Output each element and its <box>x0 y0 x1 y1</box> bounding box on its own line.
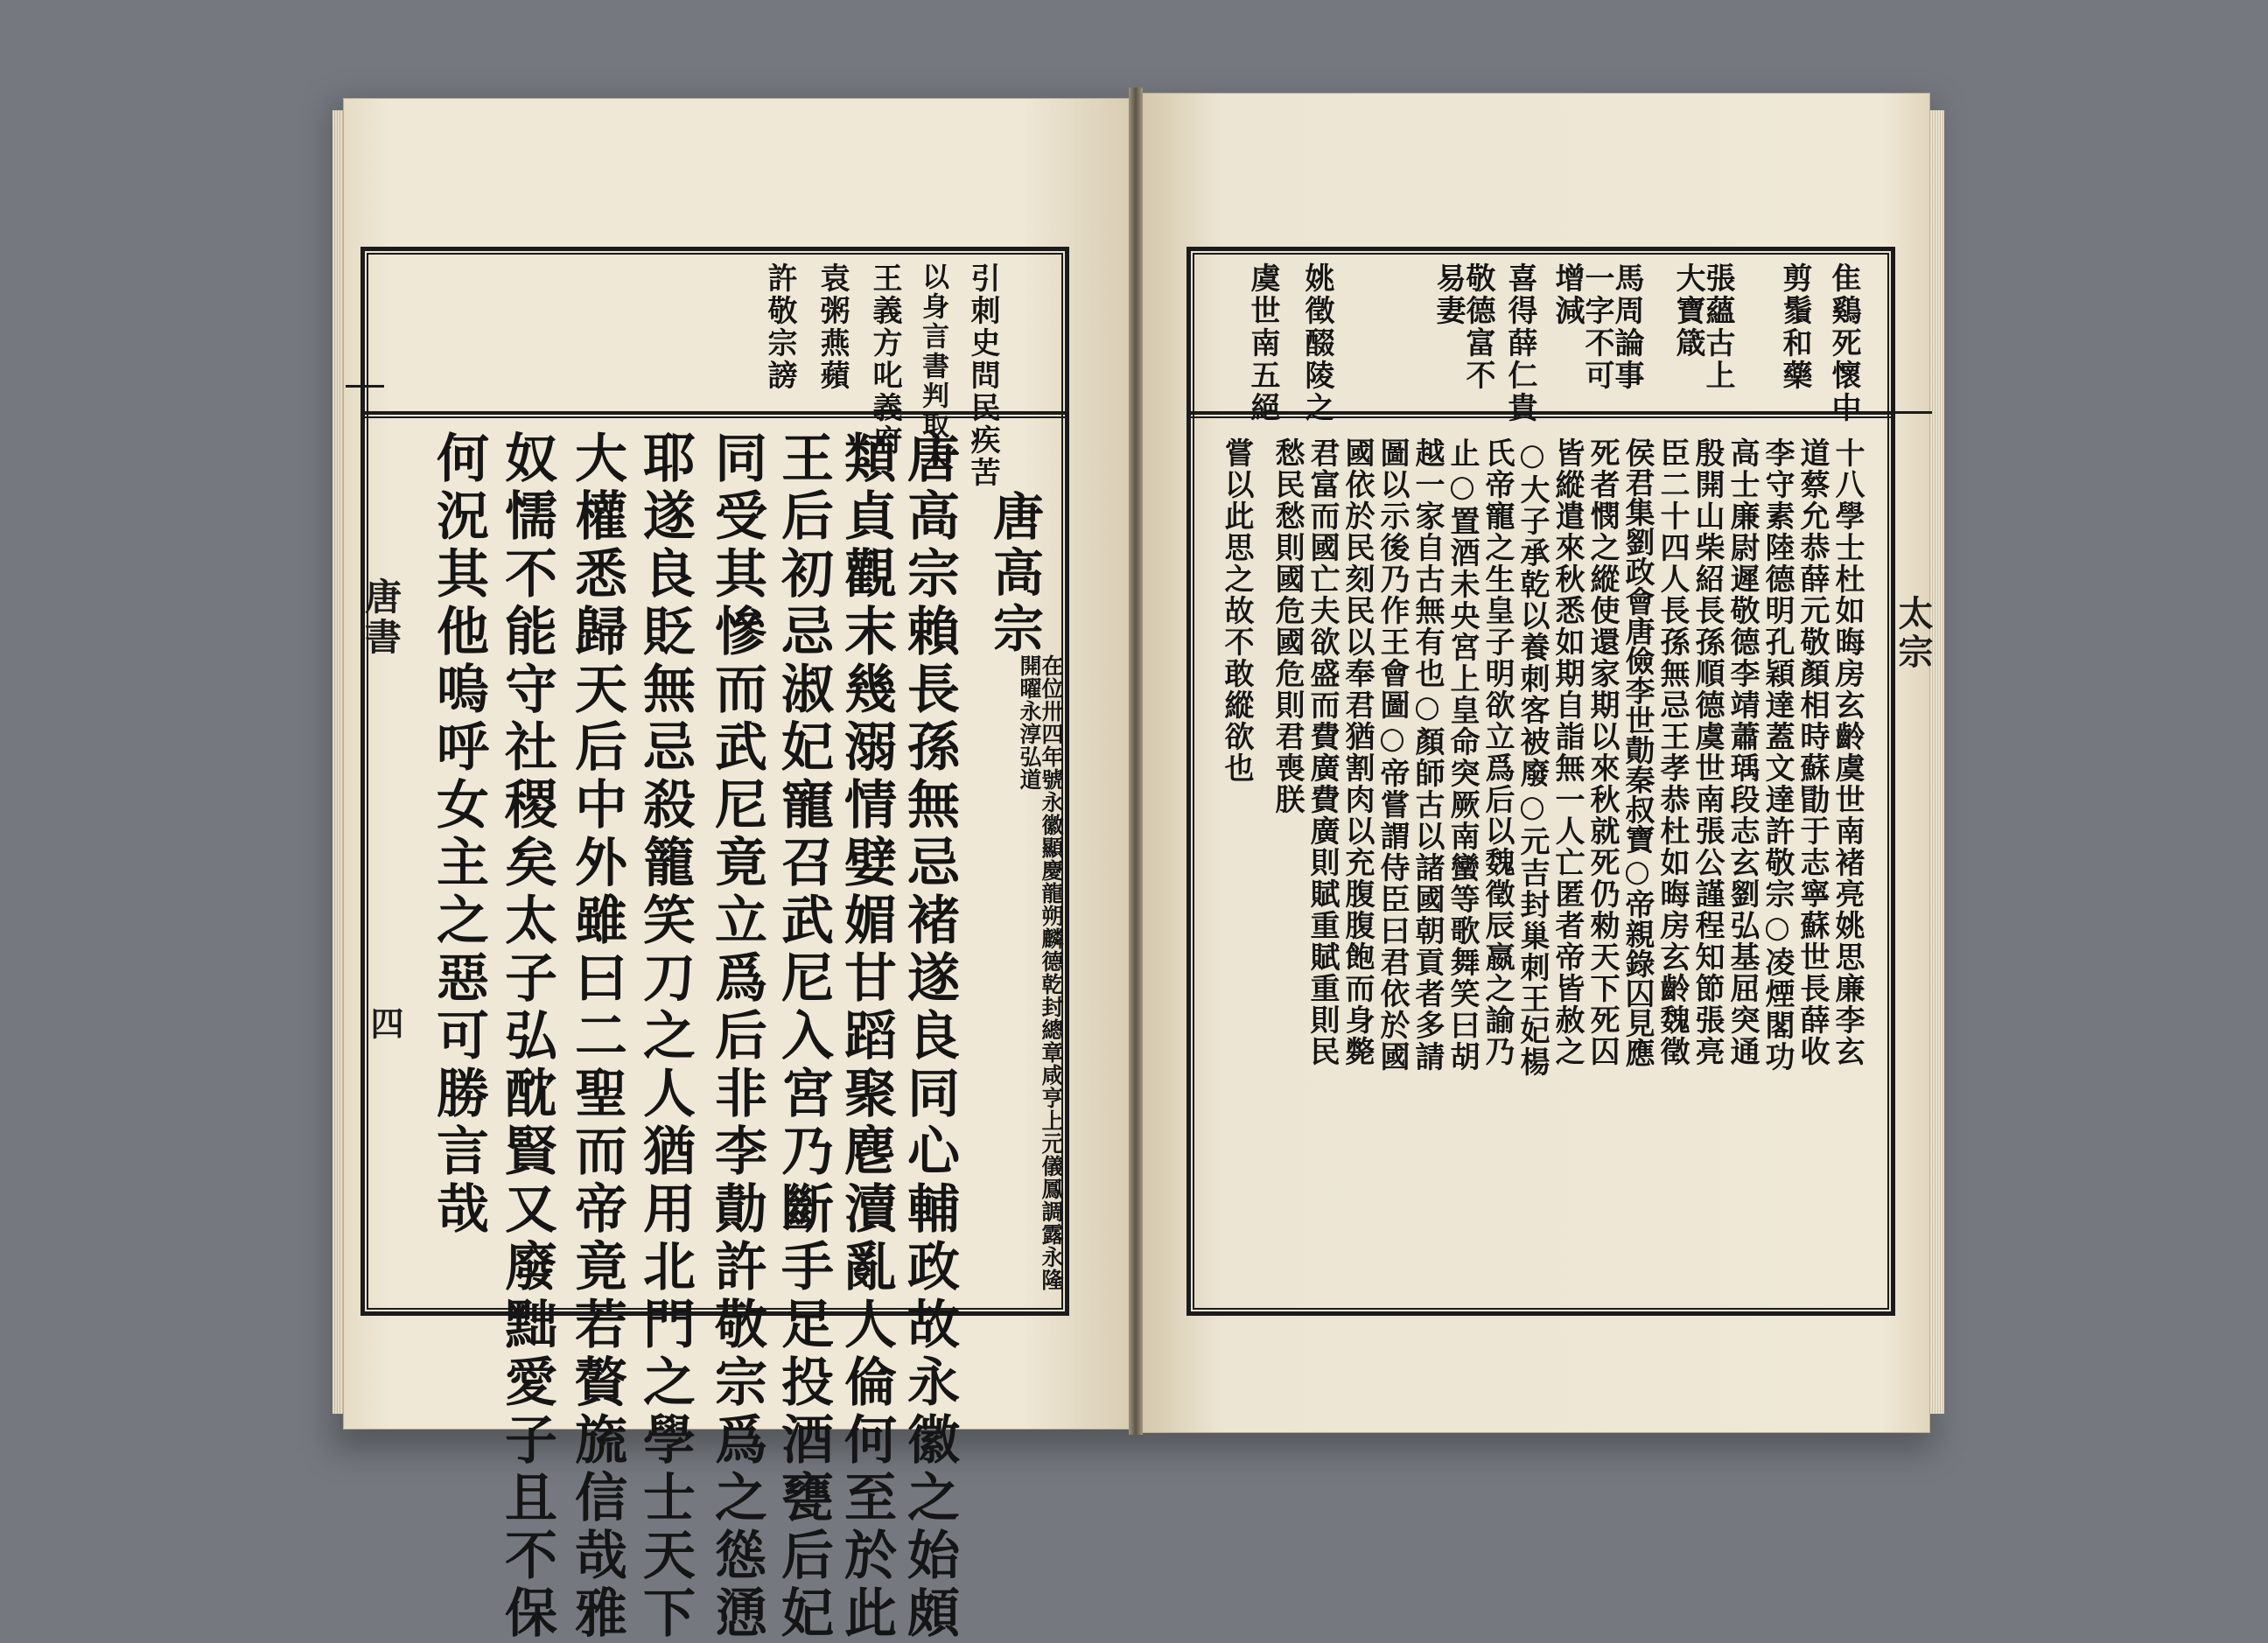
right-body-col-10: ○大子承乾以養刺客被廢○元吉封巢刺王妃楊 <box>1515 437 1550 1078</box>
left-margin-page-number: 四 <box>365 1006 404 1043</box>
right-body-col-12: 止○置酒未央宮上皇命突厥南蠻等歌舞笑曰胡 <box>1445 437 1480 1073</box>
left-margin-title: 唐書 <box>360 577 402 658</box>
right-header-note-6: 敬德富不易妻 <box>1431 262 1495 392</box>
right-body-col-5: 殷開山柴紹長孫順德虞世南張公謹程知節張亮 <box>1690 437 1725 1067</box>
left-header-note-3: 王義方叱義府 <box>867 262 902 457</box>
right-body-col-15: 國依於民刻民以奉君猶割肉以充腹腹飽而身斃 <box>1340 437 1375 1067</box>
left-body-col-7: 奴懦不能守社稷矣太子弘酖賢又廢黜愛子且不保 <box>496 430 557 1643</box>
right-body-col-11: 氏帝寵之生皇子明欲立爲后以魏徵辰嬴之諭乃 <box>1480 437 1515 1067</box>
right-header-rule-thin <box>1186 416 1895 418</box>
left-body-col-8: 何況其他嗚呼女主之惡可勝言哉 <box>428 430 489 1239</box>
right-header-note-4: 馬周論事一字不可增減 <box>1550 262 1644 392</box>
right-body-col-6: 臣二十四人長孫無忌王孝恭杜如晦房玄齡魏徵 <box>1655 437 1690 1067</box>
left-header-note-5: 許敬宗謗 <box>762 262 797 392</box>
right-header-note-3: 張蘊古上大寶箴 <box>1670 262 1735 392</box>
right-body-col-3: 李守素陸德明孔穎達蓋文達許敬宗○凌煙閣功 <box>1760 437 1795 1073</box>
book-gutter <box>1129 87 1143 1435</box>
left-body-col-4: 同受其慘而武尼竟立爲后非李勣許敬宗爲之慫慂 <box>706 430 767 1643</box>
left-fish-tail-mark <box>346 385 384 410</box>
right-body-col-9: 皆縱遣來秋悉如期自詣無一人亡匿者帝皆赦之 <box>1550 437 1585 1067</box>
left-header-note-1: 引刺史問民疾苦 <box>965 262 1000 489</box>
left-body-col-5: 耶遂良貶無忌殺籠笑刀之人猶用北門之學士天下 <box>634 430 696 1643</box>
right-body-col-7: 侯君集劉政會唐儉李世勣秦叔寶○帝親錄囚見應 <box>1620 437 1655 1067</box>
left-header-rule-thin <box>360 416 1069 418</box>
left-header-rule <box>360 411 1069 415</box>
left-heading: 唐高宗 <box>984 490 1044 658</box>
left-body-col-6: 大權悉歸天后中外雖曰二聖而帝竟若贅旒信哉雅 <box>566 430 627 1643</box>
right-header-note-5: 喜得薛仁貴 <box>1502 262 1537 424</box>
right-body-col-2: 道蔡允恭薛元敬顏相時蘇勖于志寧蘇世長薛收 <box>1795 437 1830 1067</box>
right-body-col-8: 死者憫之縱使還家期以來秋就死仍勑天下死囚 <box>1585 437 1620 1067</box>
left-header-note-2: 以身言書判取人 <box>917 262 948 471</box>
right-body-col-4: 高士廉尉遲敬德李靖蕭瑀段志玄劉弘基屈突通 <box>1725 437 1760 1067</box>
right-header-note-2: 剪鬚和藥 <box>1777 262 1812 392</box>
left-body-col-1: 唐高宗賴長孫無忌褚遂良同心輔政故永徽之始頗 <box>899 430 960 1643</box>
left-header-note-4: 袁粥燕蘋 <box>815 262 850 392</box>
right-body-col-13: 越一家自古無有也○顏師古以諸國朝貢者多請 <box>1410 437 1445 1073</box>
right-header-note-7: 姚徵醊陵之 <box>1299 262 1334 424</box>
left-body-col-3: 王后初忌淑妃寵召武尼入宮乃斷手足投酒甕后妃 <box>773 430 834 1643</box>
right-body-col-16: 君富而國亡夫欲盛而費廣費廣則賦重賦重則民 <box>1305 437 1340 1067</box>
left-reign-note: 在位卅四年號永徽顯慶龍朔麟德乾封總章咸亨上元儀鳳調露永隆開曜永淳弘道 <box>1017 654 1064 1291</box>
right-body-col-1: 十八學士杜如晦房玄齡虞世南褚亮姚思廉李玄 <box>1830 437 1865 1067</box>
right-header-note-8: 虞世南五絕 <box>1245 262 1280 424</box>
right-margin-title: 太宗 <box>1893 595 1934 672</box>
right-fish-tail-mark <box>1894 411 1932 437</box>
right-body-col-18: 嘗以此思之故不敢縱欲也 <box>1219 437 1254 784</box>
right-header-rule <box>1186 411 1895 415</box>
right-body-col-14: 圖以示後乃作王會圖○帝嘗謂侍臣曰君依於國 <box>1375 437 1410 1073</box>
right-header-note-1: 隹鷄死懷中 <box>1826 262 1861 424</box>
left-body-col-2: 類貞觀末幾溺情嬖媚甘蹈聚麀瀆亂人倫何至於此 <box>836 430 897 1643</box>
right-body-col-17: 愁民愁則國危國危則君喪朕 <box>1270 437 1305 815</box>
